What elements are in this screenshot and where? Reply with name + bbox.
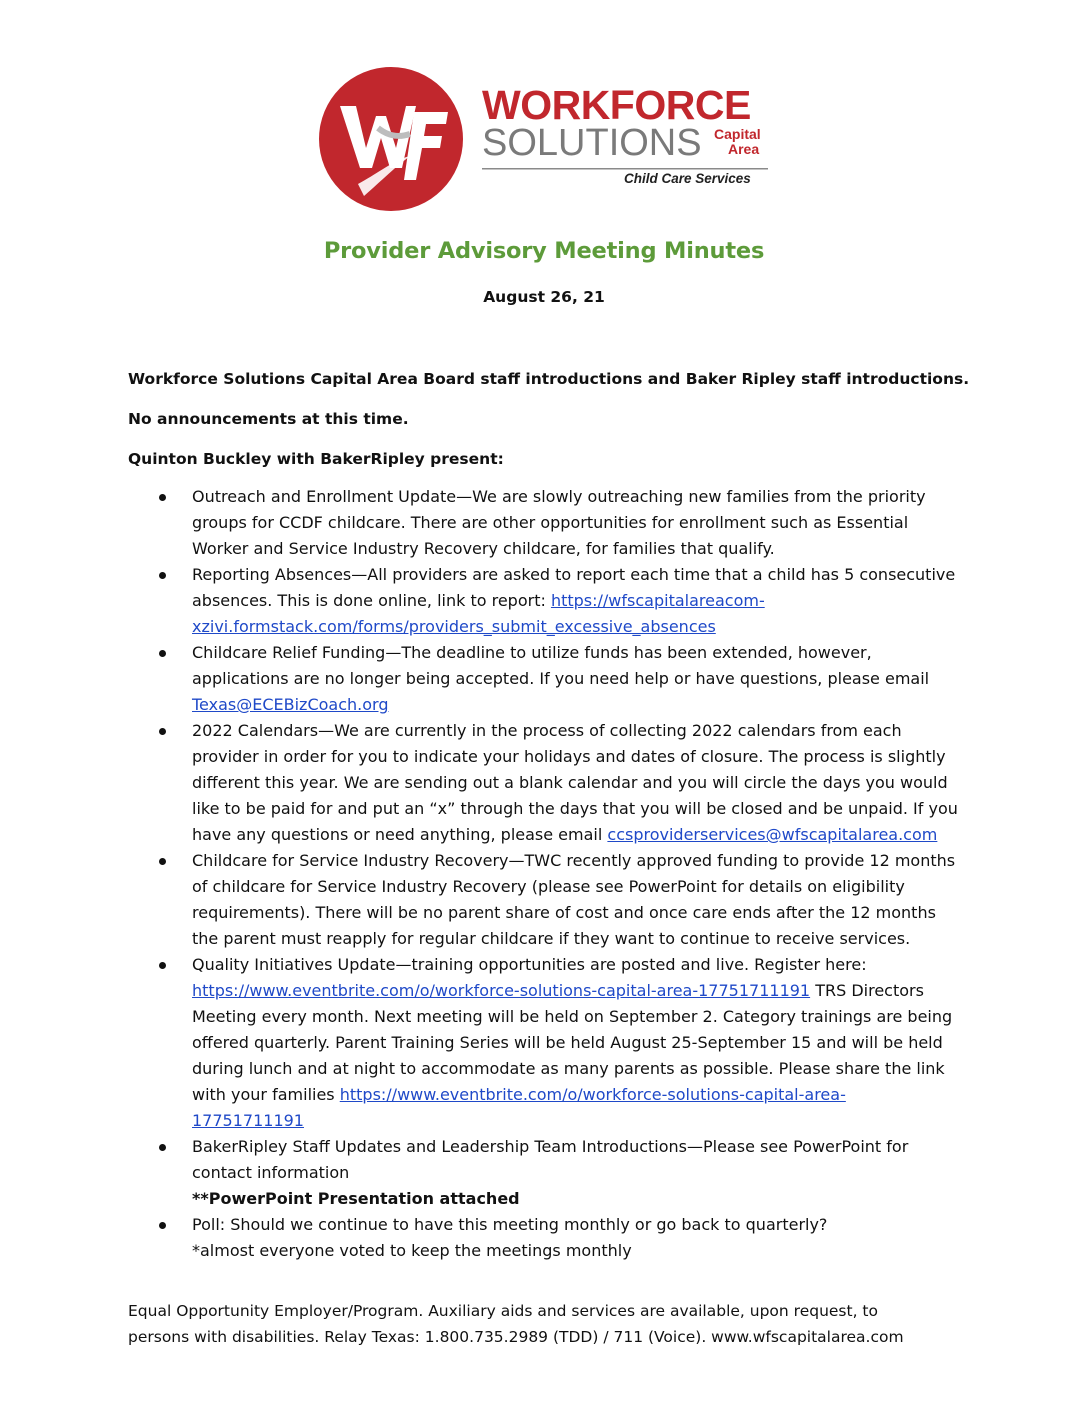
bullet-icon [159,962,166,969]
list-item-text: absences. This is done online, link to report: [192,591,551,610]
list-item-line [192,822,968,848]
intro-staff-introductions: Workforce Solutions Capital Area Board staff introductions and Baker Ripley staff introductions. [128,370,970,388]
bullet-icon [159,650,166,657]
minutes-item-list [128,484,968,1264]
list-item-line [192,1030,968,1056]
list-item-line [192,1056,968,1082]
list-item-text: Childcare Relief Funding—The deadline to utilize funds has been extended, however, [192,643,872,662]
list-item [128,1212,968,1264]
bullet-icon [159,728,166,735]
list-item [128,562,968,640]
footer [128,1298,904,1350]
workforce-solutions-logo [318,64,770,214]
list-item-line [192,640,968,666]
list-item-text: groups for CCDF childcare. There are other opportunities for enrollment such as Essential [192,513,909,532]
list-item-text: during lunch and at night to accommodate as many parents as possible. Please share the link [192,1059,945,1078]
bullet-icon [159,572,166,579]
list-item-line [192,562,968,588]
intro-presenter: Quinton Buckley with BakerRipley present: [128,450,504,468]
page-title: Provider Advisory Meeting Minutes [323,238,765,264]
logo-division-text: Child Care Services [624,171,751,186]
list-item-text: contact information [192,1163,350,1182]
list-item-text: of childcare for Service Industry Recovery (please see PowerPoint for details on eligibility [192,877,905,896]
list-item-text: Worker and Service Industry Recovery childcare, for families that qualify. [192,539,775,558]
list-item-line [192,952,968,978]
list-item-text: Poll: Should we continue to have this meeting monthly or go back to quarterly? [192,1215,828,1234]
list-item-line [192,484,968,510]
list-item-line [192,1186,968,1212]
hyperlink[interactable]: https://www.eventbrite.com/o/workforce-solutions-capital-area-17751711191 [192,981,811,1000]
logo-region-line1: Capital [714,126,761,142]
list-item-text: 2022 Calendars—We are currently in the process of collecting 2022 calendars from each [192,721,902,740]
list-item-line [192,536,968,562]
list-item-text: have any questions or need anything, please email [192,825,608,844]
list-item-line [192,666,968,692]
list-item-text: requirements). There will be no parent share of cost and once care ends after the 12 months [192,903,936,922]
list-item-text: like to be paid for and put an “x” through the days that you will be closed and be unpaid. If you [192,799,958,818]
list-item-text: applications are no longer being accepted. If you need help or have questions, please email [192,669,930,688]
list-item-text: Outreach and Enrollment Update—We are slowly outreaching new families from the priority [192,487,926,506]
list-item [128,848,968,952]
logo-solutions-text: SOLUTIONS [482,122,702,164]
footer-line-2: persons with disabilities. Relay Texas: 1.800.735.2989 (TDD) / 711 (Voice). www.wfscapitalarea.com [128,1328,904,1346]
list-item-text: provider in order for you to indicate your holidays and dates of closure. The process is slightly [192,747,946,766]
list-item-line [192,1134,968,1160]
hyperlink[interactable]: ccsproviderservices@wfscapitalarea.com [607,825,938,844]
list-item-text: different this year. We are sending out a blank calendar and you will circle the days you would [192,773,948,792]
list-item-line [192,926,968,952]
hyperlink[interactable]: xzivi.formstack.com/forms/providers_submit_excessive_absences [192,617,716,636]
list-item-line [192,718,968,744]
hyperlink[interactable]: https://wfscapitalareacom- [550,591,765,610]
list-item-line [192,1160,968,1186]
hyperlink[interactable]: Texas@ECEBizCoach.org [192,695,389,714]
bullet-icon [159,1222,166,1229]
list-item-text: the parent must reapply for regular childcare if they want to continue to receive services. [192,929,911,948]
bullet-icon [159,858,166,865]
list-item-line [192,874,968,900]
list-item-line [192,1108,968,1134]
hyperlink[interactable]: https://www.eventbrite.com/o/workforce-solutions-capital-area- [339,1085,846,1104]
list-item-text: Reporting Absences—All providers are asked to report each time that a child has 5 consecutive [192,565,956,584]
list-item-line [192,744,968,770]
logo-region-line2: Area [728,141,760,157]
list-item-line [192,588,968,614]
hyperlink[interactable]: 17751711191 [192,1111,304,1130]
bold-note: **PowerPoint Presentation attached [192,1189,520,1208]
list-item [128,718,968,848]
list-item [128,952,968,1134]
list-item-text: Meeting every month. Next meeting will be held on September 2. Category trainings are being [192,1007,953,1026]
intro-announcements: No announcements at this time. [128,410,409,428]
list-item [128,1134,968,1212]
list-item-text: BakerRipley Staff Updates and Leadership Team Introductions—Please see PowerPoint for [192,1137,909,1156]
list-item-line [192,1004,968,1030]
list-item-line [192,1212,968,1238]
list-item-line [192,978,968,1004]
list-item-line [192,1082,968,1108]
logo-workforce-text: WORKFORCE [482,82,751,128]
bullet-icon [159,494,166,501]
list-item-text: *almost everyone voted to keep the meetings monthly [192,1241,632,1260]
list-item-line [192,900,968,926]
list-item-text: Quality Initiatives Update—training opportunities are posted and live. Register here: [192,955,867,974]
list-item-text: offered quarterly. Parent Training Series will be held August 25-September 15 and will be held [192,1033,943,1052]
list-item-text: TRS Directors [810,981,924,1000]
bullet-icon [159,1144,166,1151]
list-item-line [192,796,968,822]
list-item-text: with your families [192,1085,340,1104]
footer-line-1: Equal Opportunity Employer/Program. Auxiliary aids and services are available, upon request, to [128,1302,878,1320]
list-item-text: Childcare for Service Industry Recovery—TWC recently approved funding to provide 12 months [192,851,956,870]
list-item-line [192,848,968,874]
meeting-date: August 26, 21 [483,288,605,306]
list-item [128,640,968,718]
list-item-line [192,692,968,718]
list-item-line [192,770,968,796]
list-item-line [192,510,968,536]
list-item-line [192,614,968,640]
list-item-line [192,1238,968,1264]
list-item [128,484,968,562]
